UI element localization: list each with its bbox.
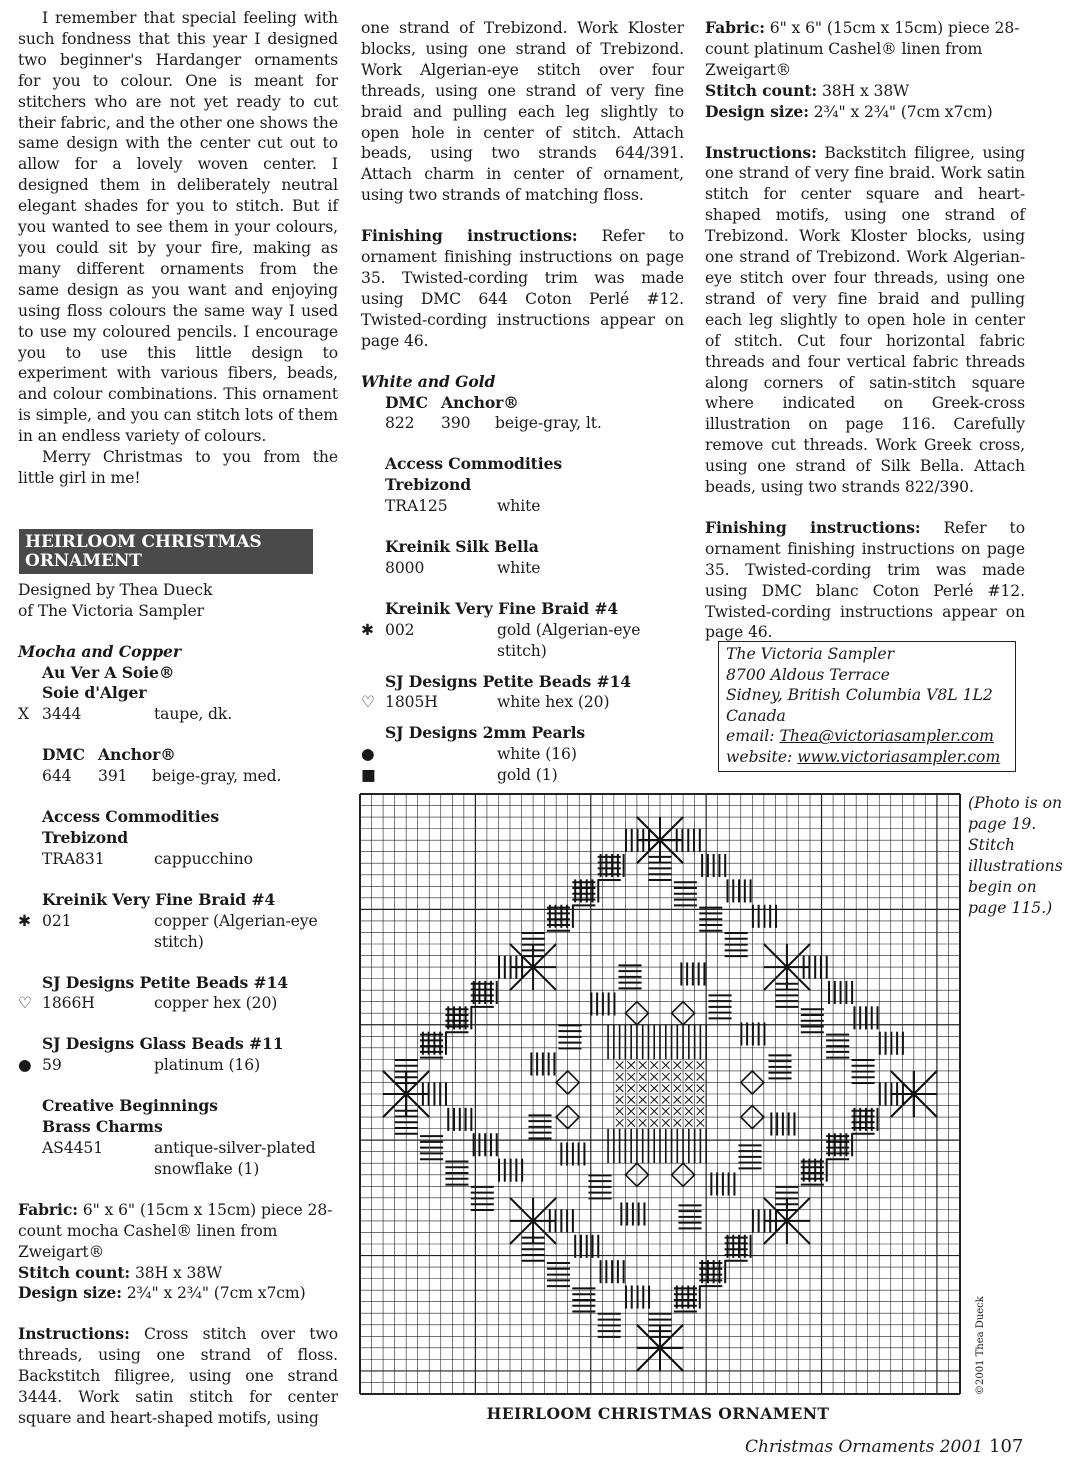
kloster-block [448,1108,471,1131]
algerian-eye-stitch [510,1198,556,1244]
kloster-block [725,933,748,956]
material-row: TRA831 cappucchino [42,849,253,868]
kloster-block [531,1052,554,1075]
kloster-block [738,1145,761,1168]
material-row: 644 391 beige-gray, med. [42,767,282,786]
kloster-block [801,1009,824,1032]
fabric-spec: Fabric: 6" x 6" (15cm x 15cm) piece 28-count mocha Cashel® linen from Zweigart® [18,1199,333,1261]
chart-caption: HEIRLOOM CHRISTMAS ORNAMENT [486,1404,830,1423]
kloster-block [499,1159,522,1182]
kloster-block [471,1187,494,1210]
kloster-block [575,1235,598,1258]
kloster-block [626,1286,649,1309]
kloster-block [854,1006,877,1029]
material-brand: Access Commodities Trebizond [385,454,563,495]
asterisk-symbol-icon: ✱ [361,620,374,639]
heart-symbol-icon: ♡ [361,693,375,712]
kloster-block [880,1032,903,1055]
kloster-block [678,1205,701,1228]
material-row: ■ gold (1) [361,766,558,785]
kloster-block [771,1112,794,1135]
material-brand: Au Ver A Soie® Soie d'Alger [42,662,175,703]
heart-symbol-icon: ♡ [18,994,32,1013]
kloster-block [528,1115,551,1138]
material-row: ● 59 platinum (16) [18,1056,261,1075]
material-row: AS4451 antique-silver-plated snowflake (1) [42,1138,316,1178]
design-size: Design size: 2¾" x 2¾" (7cm x7cm) [18,1283,306,1303]
kloster-block [753,905,776,928]
copyright-notice: ©2001 Thea Dueck [975,1296,986,1395]
kloster-block [618,965,641,988]
kloster-block [558,1025,581,1048]
algerian-eye-stitch [383,1071,429,1117]
material-row: ● white (16) [361,745,577,764]
dmc-anchor-header: DMC Anchor® [385,392,519,412]
kloster-block [829,981,852,1004]
website-link[interactable]: www.victoriasampler.com [797,747,1001,766]
material-row: 8000 white [385,558,541,577]
dot-symbol-icon: ● [18,1056,32,1075]
intro-paragraph: I remember that special feeling with such fondness that this year I designed two beginner's Hardanger ornaments for you to colour. One is meant for stitchers who are not yet ready to cut their fabric, and the other one shows the same design with the center cut out to allow for a lovely woven center. I designed them in deliberately neutral elegant shades for you to stitch. But if you wanted to see them in your colours, you could sit by your fire, making as many different ornaments from the same design as you want and enjoying using floss colours the same way I used to use my coloured pencils. I encourage you to use this little design to experiment with various fibers, beads, and colour combinations. This ornament is simple, and you can stitch lots of them in an endless variety of colours. [18,9,338,446]
email-link[interactable]: Thea@victoriasampler.com [779,727,994,746]
material-brand: SJ Designs Petite Beads #14 [42,972,288,992]
material-brand: SJ Designs Glass Beads #11 [42,1034,284,1054]
middle-column [361,18,684,786]
kloster-block [768,1055,791,1078]
photo-note: (Photo is on page 19. Stitch illustrations begin on page 115.) [968,794,1063,917]
material-brand: Creative Beginnings Brass Charms [42,1096,218,1137]
material-row: TRA125 white [385,497,541,516]
designer-address-box: The Victoria Sampler 8700 Aldous Terrace Sidney, British Columbia V8L 1L2 Canada email: Thea@victoriasampler.com website: www.victoriasampler.com [718,641,1016,772]
design-size: Design size: 2¾" x 2¾" (7cm x7cm) [705,101,993,121]
kloster-block [728,879,751,902]
material-brand: SJ Designs Petite Beads #14 [385,671,631,691]
kloster-block [741,1022,764,1045]
kloster-block [598,1314,621,1337]
chart-grid [360,794,960,1394]
square-symbol-icon: ■ [361,766,376,785]
colorway-title: White and Gold [361,371,496,391]
instructions-continued: one strand of Trebizond. Work Kloster blocks, using one strand of Trebizond. Work Algerian-eye stitch over four threads, using one strand of very fine braid and pulling each leg slightly to open hole in center of stitch. Attach beads, using two strands 644/391. Attach charm in center of ornament, using two strands of matching floss. [361,19,684,205]
material-row: ♡ 1805H white hex (20) [361,693,610,712]
stitch-count: Stitch count: 38H x 38W [18,1262,223,1282]
algerian-eye-stitch [637,1325,683,1371]
finishing-instructions: Finishing instructions: Refer to ornament finishing instructions on page 35. Twisted-cording trim was made using DMC blanc Coton Perlé #12. Twisted-cording instructions appear on page 46. [705,517,1026,642]
kloster-block [445,1162,468,1185]
dmc-anchor-header: DMC Anchor® [42,745,176,765]
material-row: ♡ 1866H copper hex (20) [18,994,278,1013]
kloster-block [547,1263,570,1286]
pattern-heading: HEIRLOOM CHRISTMAS ORNAMENT [19,529,313,574]
asterisk-symbol-icon: ✱ [18,911,31,930]
right-column [705,18,1025,643]
finishing-instructions: Finishing instructions: Refer to ornament finishing instructions on page 35. Twisted-cording trim was made using DMC 644 Coton Perlé #12. Twisted-cording instructions appear on page 46. [361,226,685,350]
kloster-block [826,1035,849,1058]
footer-magazine-title: Christmas Ornaments 2001 [745,1437,983,1457]
kloster-block [852,1060,875,1083]
stitch-chart [358,792,962,1396]
page-number: 107 [989,1436,1024,1457]
material-brand: SJ Designs 2mm Pearls [385,723,586,743]
kloster-block [591,992,614,1015]
kloster-block [588,1175,611,1198]
instructions: Instructions: Backstitch filigree, using one strand of very fine braid. Work satin stitch for center square and heart-shaped motifs, using one strand of Trebizond. Work Kloster blocks, using one strand of Trebizond. Work Algerian-eye stitch over four threads, using one strand of very fine braid and pulling each leg slightly to open hole in center of stitch. Cut four horizontal fabric threads and four vertical fabric threads along corners of satin-stitch square where indicated on Greek-cross illustration on page 116. Carefully remove cut threads. Work Greek cross, using one strand of Silk Bella. Attach beads, using two strands 822/390. [705,142,1025,497]
intro-closing: Merry Christmas to you from the little girl in me! [18,448,338,487]
material-row: X 3444 taupe, dk. [18,705,233,724]
material-brand: Kreinik Very Fine Braid #4 [385,598,619,618]
material-row: ✱ 021 copper (Algerian-eye stitch) [18,911,318,951]
kloster-block [621,1202,644,1225]
kloster-block [674,882,697,905]
material-brand: Access Commodities Trebizond [42,807,220,847]
kloster-block [681,962,704,985]
fabric-spec: Fabric: 6" x 6" (15cm x 15cm) piece 28-count platinum Cashel® linen from Zweigart® [705,18,1020,79]
kloster-block [474,1133,497,1156]
cross-stitch-symbol-icon: X [18,705,30,724]
material-row: ✱ 002 gold (Algerian-eye stitch) [361,620,641,660]
kloster-block [699,908,722,931]
colorway-title: Mocha and Copper [18,641,181,661]
stitch-count: Stitch count: 38H x 38W [705,80,910,100]
instructions: Instructions: Cross stitch over two threads, using one strand of floss. Backstitch filigree, using one strand 3444. Work satin stitch for center square and heart-shaped motifs, using [18,1324,339,1427]
kloster-block [572,1288,595,1311]
kloster-block [708,995,731,1018]
material-brand: Kreinik Very Fine Braid #4 [42,889,276,909]
material-brand: Kreinik Silk Bella [385,537,539,557]
kloster-block [711,1172,734,1195]
kloster-block [601,1260,624,1283]
designer-credit: Designed by Thea Dueck of The Victoria Sampler [18,580,213,620]
material-row: 822 390 beige-gray, lt. [385,414,602,433]
dot-symbol-icon: ● [361,745,375,764]
kloster-block [561,1142,584,1165]
left-column [18,8,338,1429]
